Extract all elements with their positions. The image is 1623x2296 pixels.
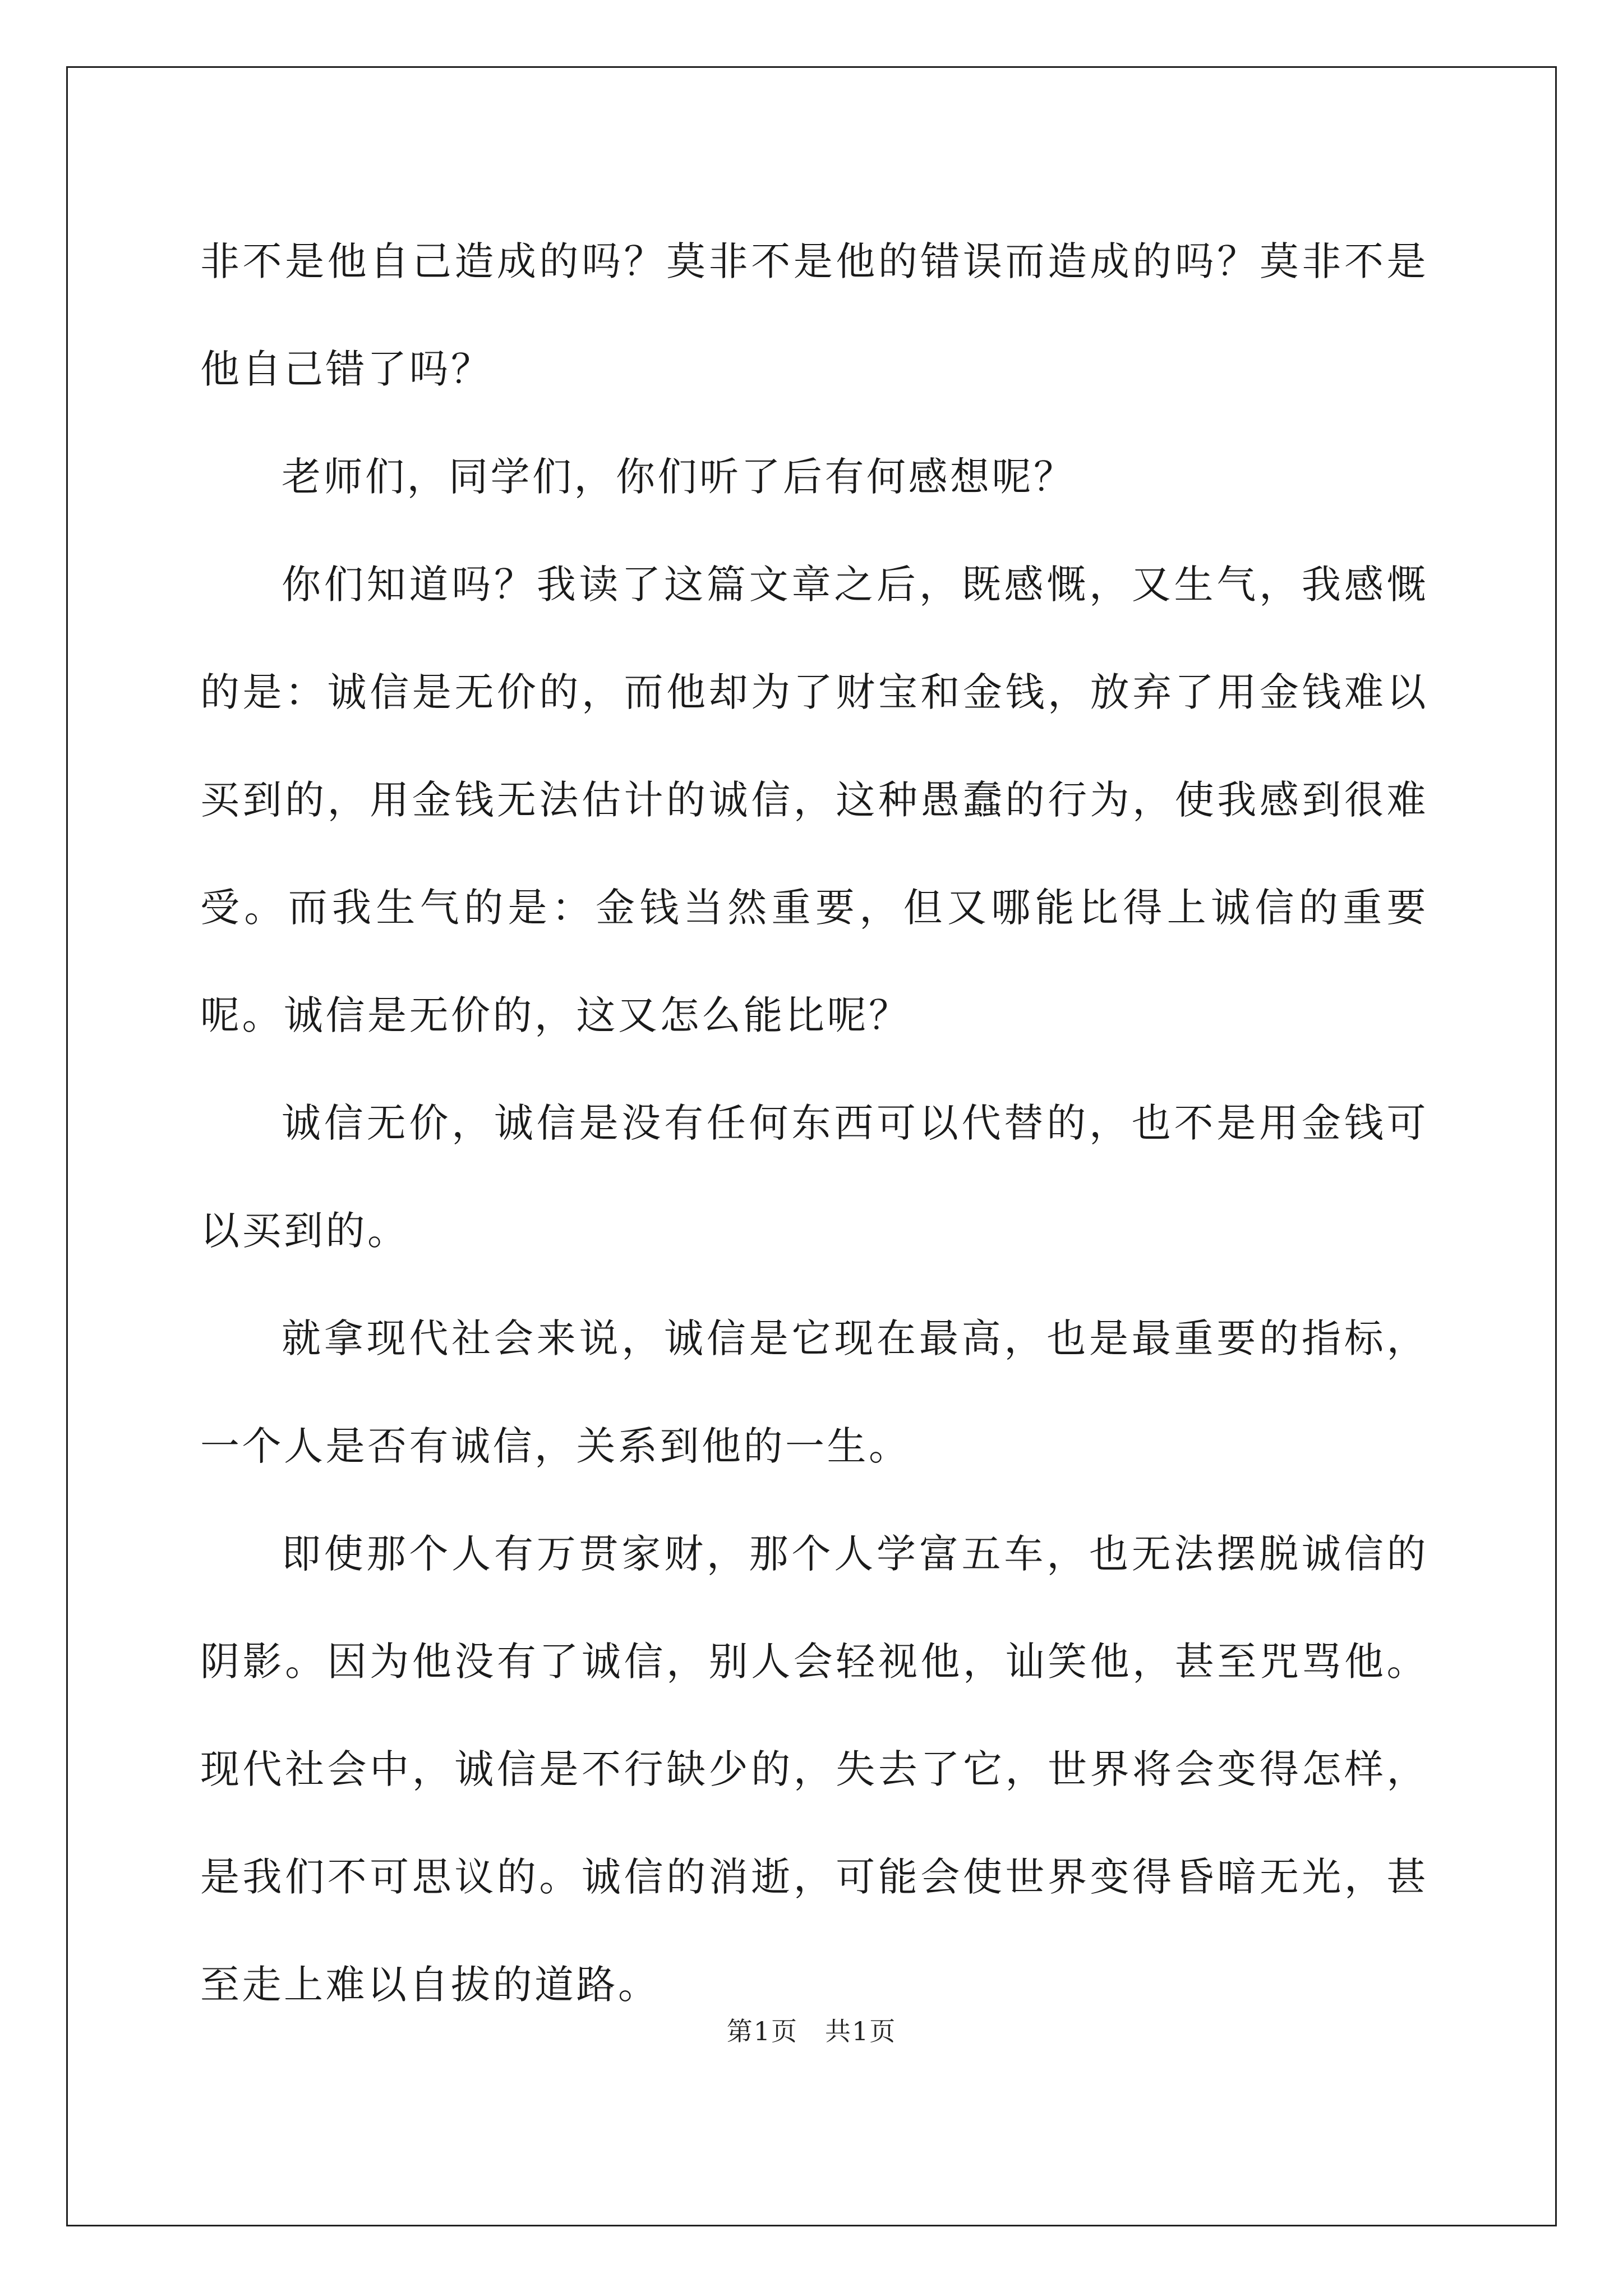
- paragraph-5: 就拿现代社会来说，诚信是它现在最高，也是最重要的指标，一个人是否有诚信，关系到他的一生。: [200, 1315, 1428, 1469]
- paragraph-6: 即使那个人有万贯家财，那个人学富五车，也无法摆脱诚信的阴影。因为他没有了诚信，别人会轻视他，讪笑他，甚至咒骂他。现代社会中，诚信是不行缺少的，失去了它，世界将会变得怎样，是我们不可思议的。诚信的消逝，可能会使世界变得昏暗无光，甚至走上难以自拔的道路。: [200, 1531, 1428, 2008]
- page-number-footer: 第1页 共1页: [726, 2016, 897, 2046]
- document-body: [200, 208, 1428, 2039]
- paragraph-3: 你们知道吗？我读了这篇文章之后，既感慨，又生气，我感慨的是：诚信是无价的，而他却为了财宝和金钱，放弃了用金钱难以买到的，用金钱无法估计的诚信，这种愚蠢的行为，使我感到很难受。而我生气的是：金钱当然重要，但又哪能比得上诚信的重要呢。诚信是无价的，这又怎么能比呢？: [200, 562, 1428, 1038]
- paragraph-1: 非不是他自己造成的吗？莫非不是他的错误而造成的吗？莫非不是他自己错了吗？: [200, 238, 1428, 392]
- paragraph-4: 诚信无价，诚信是没有任何东西可以代替的，也不是用金钱可以买到的。: [200, 1100, 1428, 1254]
- paragraph-2: 老师们，同学们，你们听了后有何感想呢？: [282, 454, 1076, 500]
